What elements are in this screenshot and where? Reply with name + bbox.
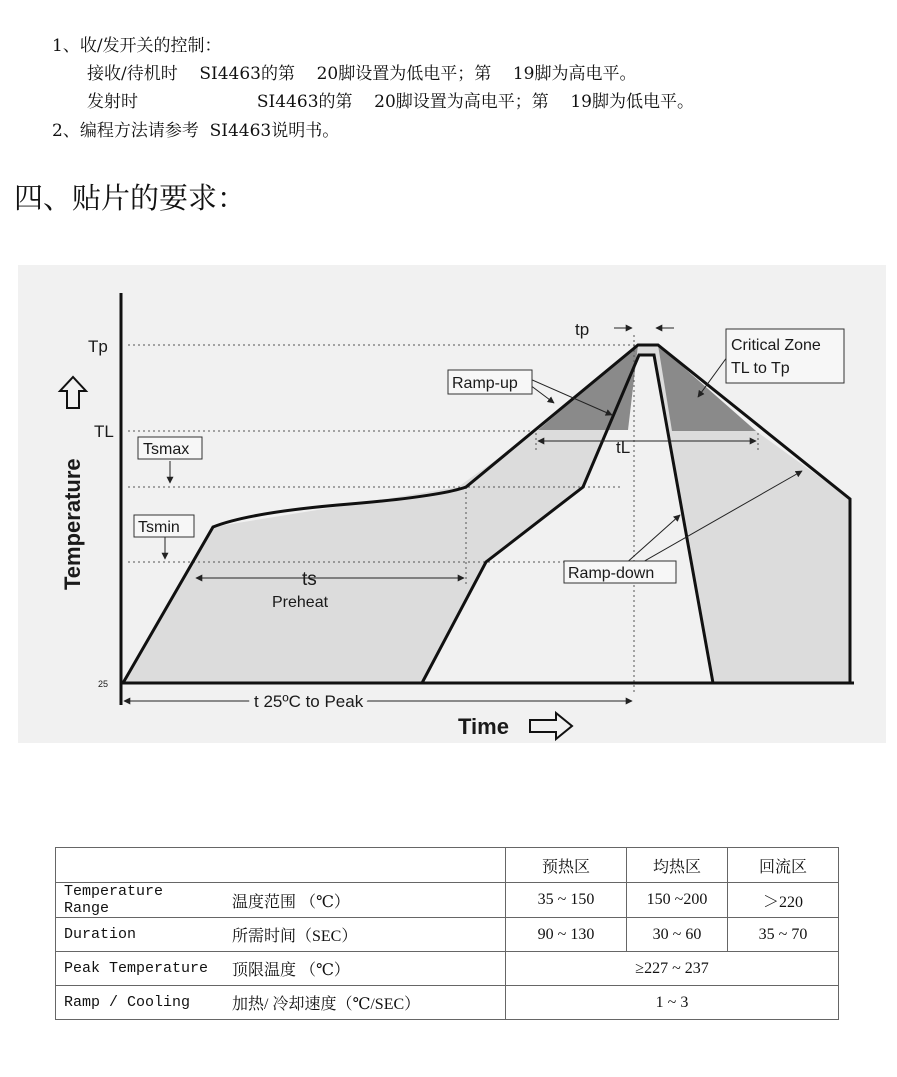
critical-zone-range-label: TL to Tp — [731, 360, 790, 377]
tl-level-label: TL — [94, 422, 114, 441]
table-header-row — [56, 848, 839, 883]
ts-label: ts — [302, 569, 317, 590]
header-preheat: 预热区 — [506, 848, 627, 883]
x-axis-label: Time — [458, 714, 509, 739]
critical-zone-label: Critical Zone — [731, 337, 821, 354]
ramp-up-label: Ramp-up — [452, 375, 518, 392]
time-arrow-icon — [530, 713, 572, 739]
reflow-profile-diagram — [18, 265, 886, 743]
y-axis-label: Temperature — [60, 458, 85, 590]
table-row: Peak Temperature 顶限温度 （℃） ≥227 ~ 237 — [56, 952, 839, 986]
total-time-label: t 25ºC to Peak — [254, 692, 364, 711]
preheat-label: Preheat — [272, 594, 329, 611]
instruction-line-4: 2、编程方法请参考 SI4463说明书。 — [52, 121, 340, 141]
table-row: Duration 所需时间（SEC） 90 ~ 130 30 ~ 60 35 ~ 70 — [56, 918, 839, 952]
tp-time-label: tp — [575, 320, 590, 339]
instruction-line-3: 发射时 SI4463的第 20脚设置为高电平；第 19脚为低电平。 — [87, 92, 695, 112]
header-reflow: 回流区 — [728, 848, 839, 883]
header-soak: 均热区 — [627, 848, 728, 883]
table-row: Temperature Range 温度范围 （℃） 35 ~ 150 150 ~200 ＞220 — [56, 883, 839, 918]
ramp-down-label: Ramp-down — [568, 565, 655, 582]
table-row: Ramp / Cooling 加热/ 冷却速度（℃/SEC） 1 ~ 3 — [56, 986, 839, 1020]
instruction-line-1: 1、收/发开关的控制： — [52, 36, 222, 56]
reflow-spec-table — [55, 847, 839, 1020]
temp-25-label: 25 — [98, 679, 109, 689]
section-heading: 四、贴片的要求： — [14, 181, 247, 215]
tp-level-label: Tp — [88, 337, 108, 356]
temperature-arrow-icon — [60, 377, 86, 408]
tsmin-label: Tsmin — [138, 519, 180, 536]
tl-time-label: tL — [616, 438, 631, 457]
tsmax-label: Tsmax — [143, 441, 190, 458]
instruction-line-2: 接收/待机时 SI4463的第 20脚设置为低电平；第 19脚为高电平。 — [87, 64, 637, 84]
